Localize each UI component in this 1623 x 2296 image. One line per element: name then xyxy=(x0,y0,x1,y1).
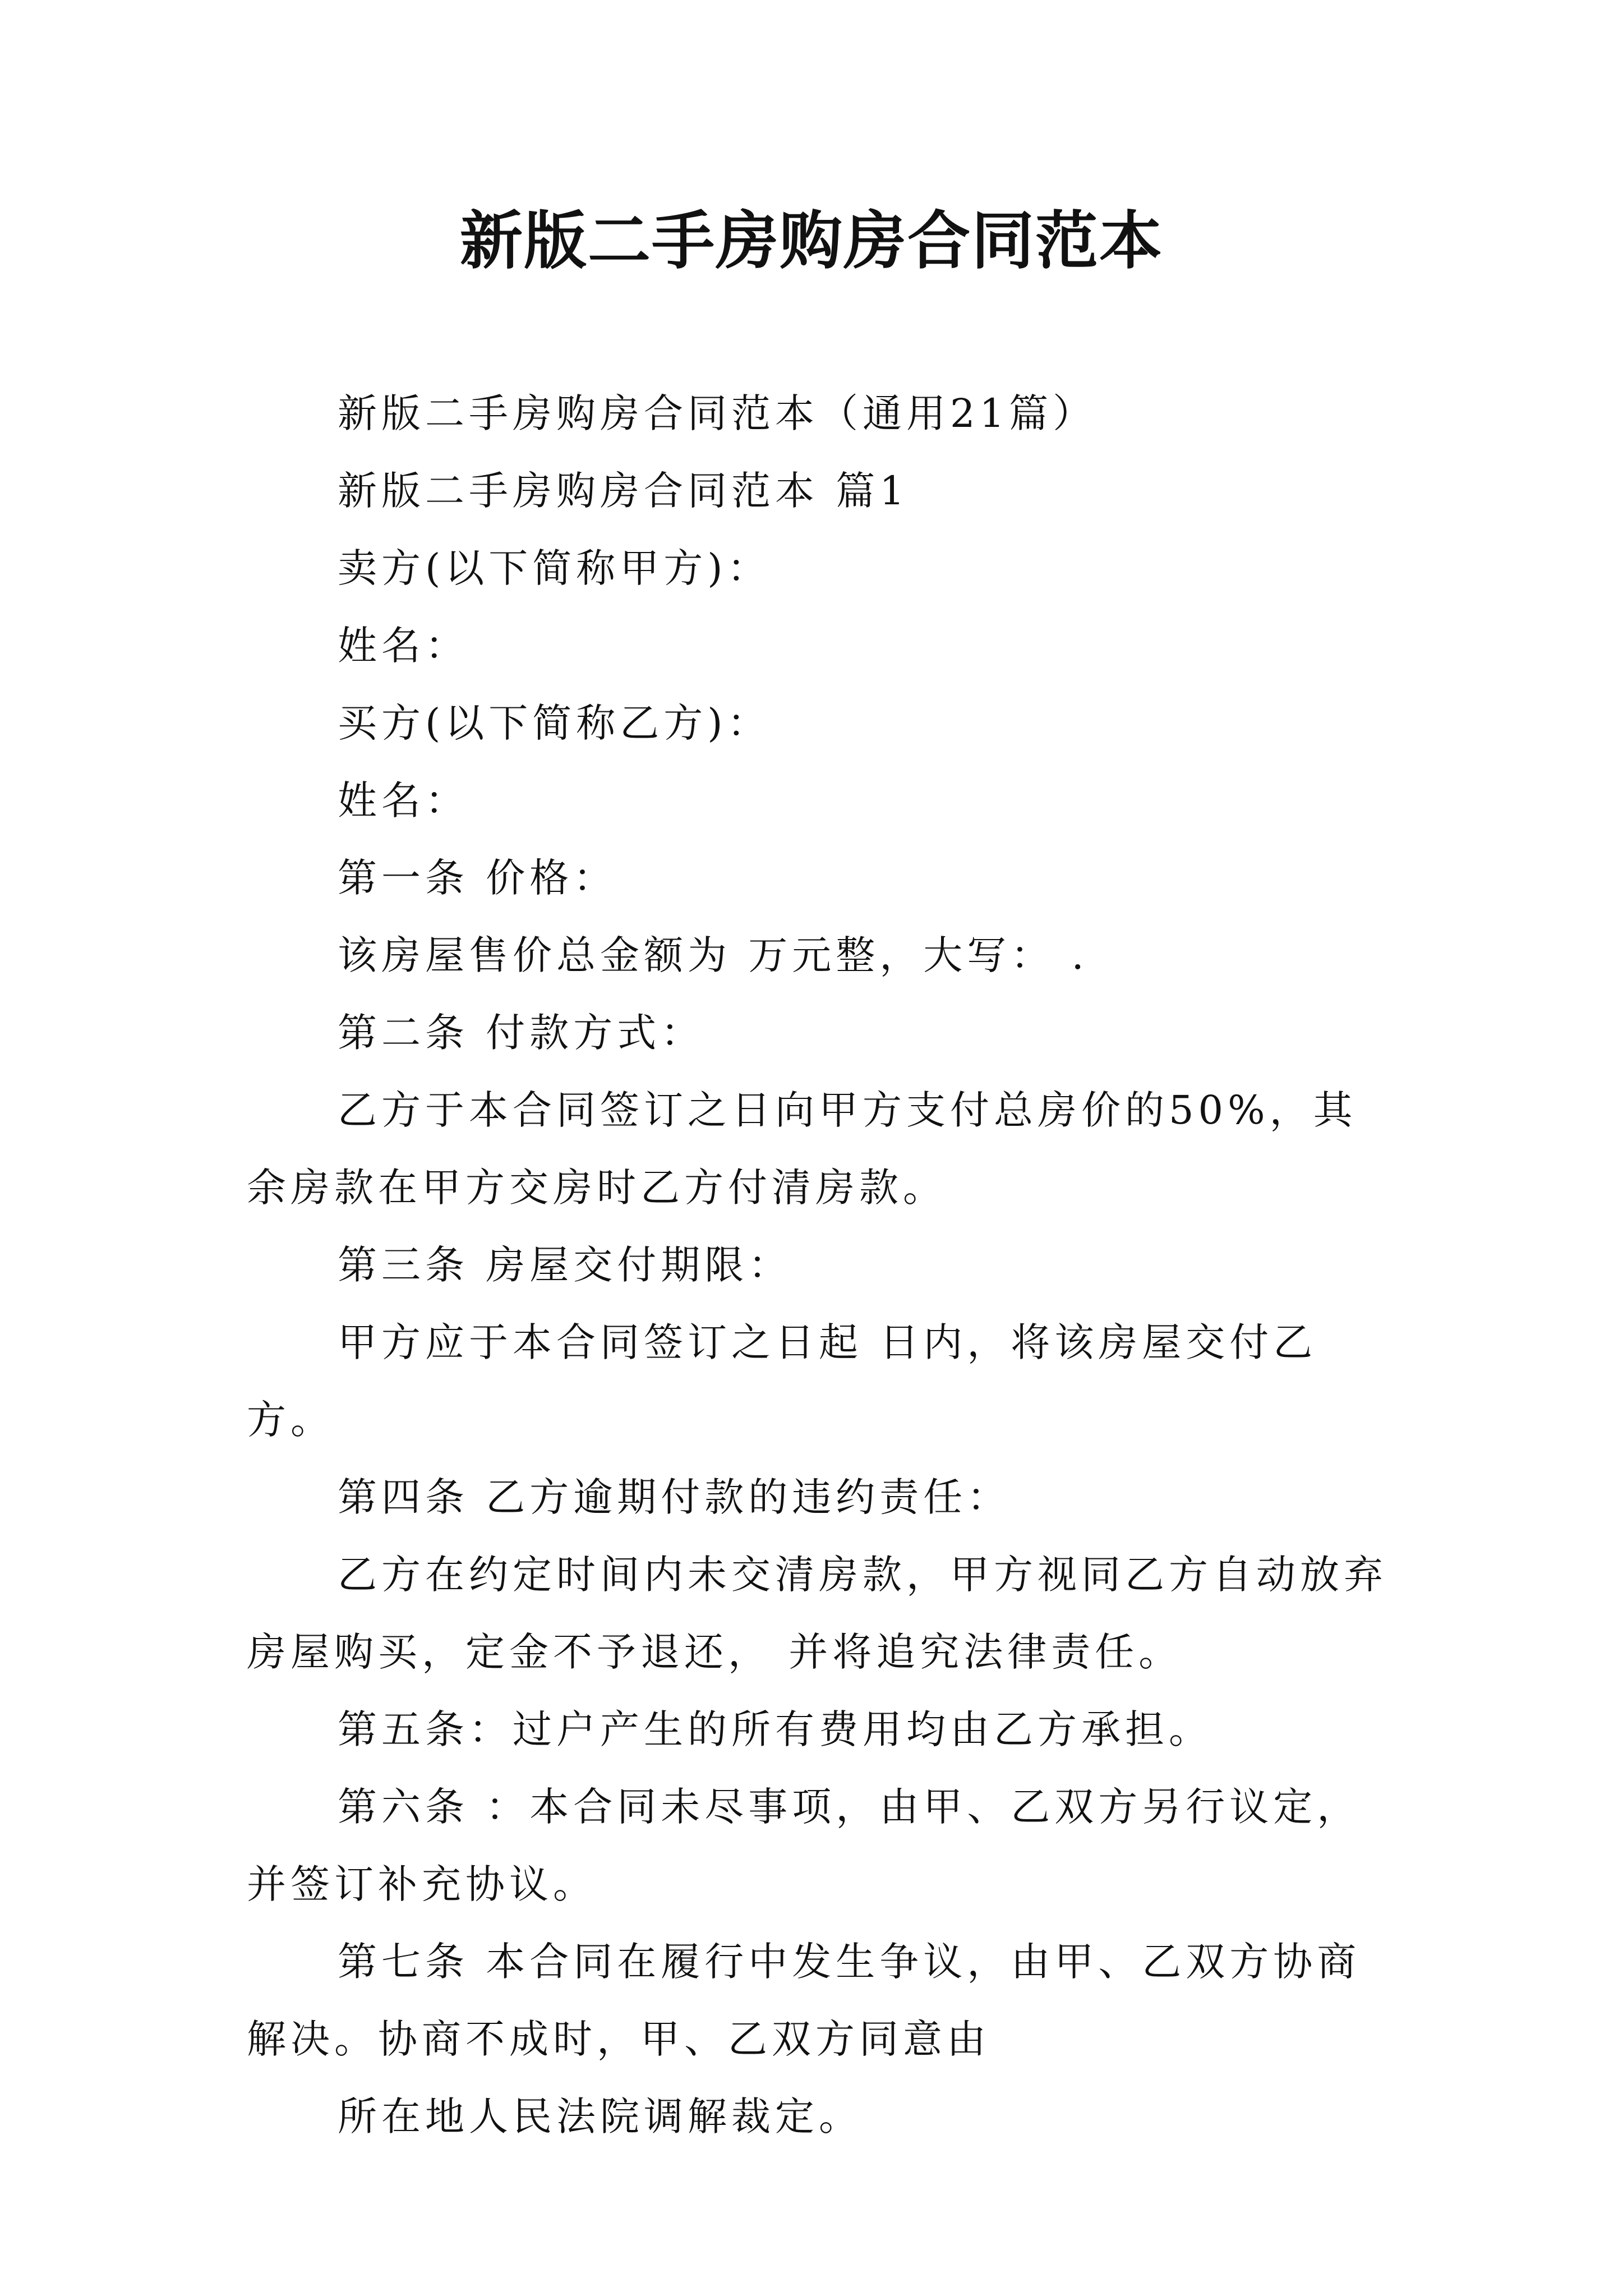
paragraph-article-5: 第五条：过户产生的所有费用均由乙方承担。 xyxy=(338,1706,1212,1752)
paragraph-article-7: 第七条 本合同在履行中发生争议，由甲、乙双方协商解决。协商不成时，甲、乙双方同意由 xyxy=(247,1939,1361,2062)
paragraph-court: 所在地人民法院调解裁定。 xyxy=(338,2093,863,2139)
paragraph-buyer: 买方(以下简称乙方)： xyxy=(338,700,771,746)
paragraph-article-3: 第三条 房屋交付期限： xyxy=(338,1242,792,1288)
paragraph-seller-name: 姓名： xyxy=(338,623,469,669)
paragraph-liability: 乙方在约定时间内未交清房款，甲方视同乙方自动放弃房屋购买，定金不予退还， 并将追究法律责任。 xyxy=(247,1552,1387,1675)
paragraph-buyer-name: 姓名： xyxy=(338,777,469,823)
paragraph-article-4: 第四条 乙方逾期付款的违约责任： xyxy=(338,1474,1011,1520)
paragraph-article-1: 第一条 价格： xyxy=(338,855,617,901)
paragraph-section-heading: 新版二手房购房合同范本 篇1 xyxy=(338,468,909,514)
paragraph-article-6: 第六条 ：本合同未尽事项，由甲、乙双方另行议定，并签订补充协议。 xyxy=(247,1784,1361,1907)
paragraph-subtitle: 新版二手房购房合同范本（通用21篇） xyxy=(338,390,1097,436)
paragraph-article-2: 第二条 付款方式： xyxy=(338,1010,705,1056)
paragraph-payment: 乙方于本合同签订之日向甲方支付总房价的50%，其余房款在甲方交房时乙方付清房款。 xyxy=(247,1087,1357,1211)
paragraph-price: 该房屋售价总金额为 万元整，大写： . xyxy=(338,932,1089,978)
paragraph-seller: 卖方(以下简称甲方)： xyxy=(338,545,771,591)
document-title: 新版二手房购房合同范本 xyxy=(460,204,1163,278)
paragraph-delivery: 甲方应于本合同签订之日起 日内，将该房屋交付乙方。 xyxy=(247,1319,1317,1443)
document-body xyxy=(247,375,1391,2155)
